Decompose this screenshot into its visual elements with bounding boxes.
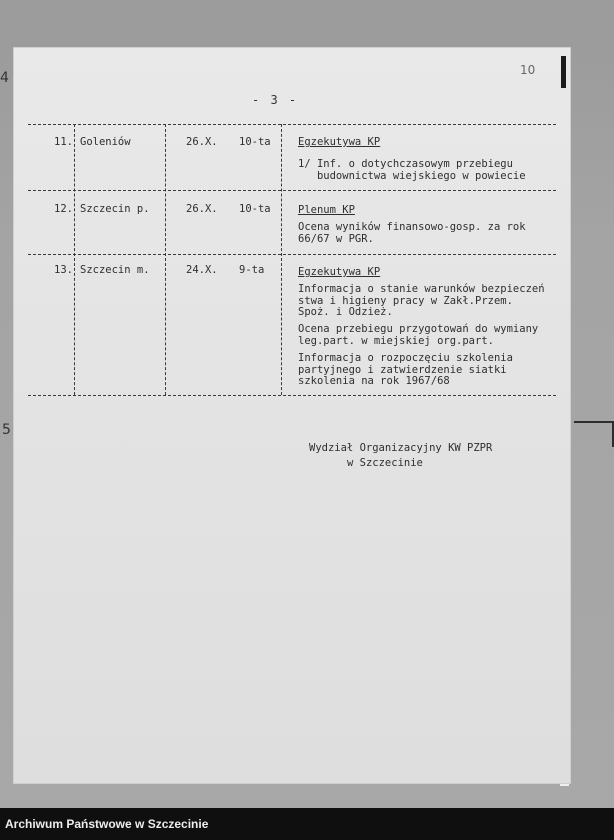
row-place: Szczecin m. — [80, 264, 150, 276]
row-time: 9-ta — [239, 264, 265, 276]
row-item: Informacja o stanie warunków bezpieczeń stwa i higieny pracy w Zakł.Przem. Spoż. i Odzież. — [298, 283, 545, 318]
row-body: Plenum KP — [298, 204, 355, 216]
table-rule — [28, 190, 556, 191]
page-number: - 3 - — [252, 93, 299, 107]
archive-page-number: 10 — [520, 63, 536, 77]
row-item: 1/ Inf. o dotychczasowym przebiegu budownictwa wiejskiego w powiecie — [298, 158, 526, 182]
table-rule — [28, 395, 556, 396]
row-date: 24.X. — [186, 264, 218, 276]
row-time: 10-ta — [239, 203, 271, 215]
archive-footer: Archiwum Państwowe w Szczecinie — [0, 808, 614, 840]
row-item: Ocena przebiegu przygotowań do wymiany leg.part. w miejskiej org.part. — [298, 323, 539, 347]
table-rule — [28, 254, 556, 255]
table-column-rule — [74, 124, 75, 395]
row-body: Egzekutywa KP — [298, 266, 381, 278]
table-rule — [28, 124, 556, 125]
signature-line: w Szczecinie — [347, 457, 423, 469]
row-number: 11. — [54, 136, 73, 148]
row-number: 13. — [54, 264, 73, 276]
signature-line: Wydział Organizacyjny KW PZPR — [309, 442, 493, 454]
row-number: 12. — [54, 203, 73, 215]
margin-mark-top: 4 — [0, 70, 9, 86]
row-time: 10-ta — [239, 136, 271, 148]
corner-crop-mark — [574, 421, 614, 447]
table-column-rule — [165, 124, 166, 395]
table-column-rule — [281, 124, 282, 395]
scan-top-band — [0, 0, 614, 46]
row-body: Egzekutywa KP — [298, 136, 381, 148]
row-date: 26.X. — [186, 136, 218, 148]
row-place: Szczecin p. — [80, 203, 150, 215]
edge-marker — [561, 56, 566, 88]
row-item: Ocena wyników finansowo-gosp. za rok 66/67 w PGR. — [298, 221, 526, 245]
margin-mark-middle: 5 — [2, 422, 11, 438]
row-date: 26.X. — [186, 203, 218, 215]
row-place: Goleniów — [80, 136, 131, 148]
row-item: Informacja o rozpoczęciu szkolenia partyjnego i zatwierdzenie siatki szkolenia na rok 1967/68 — [298, 352, 513, 387]
